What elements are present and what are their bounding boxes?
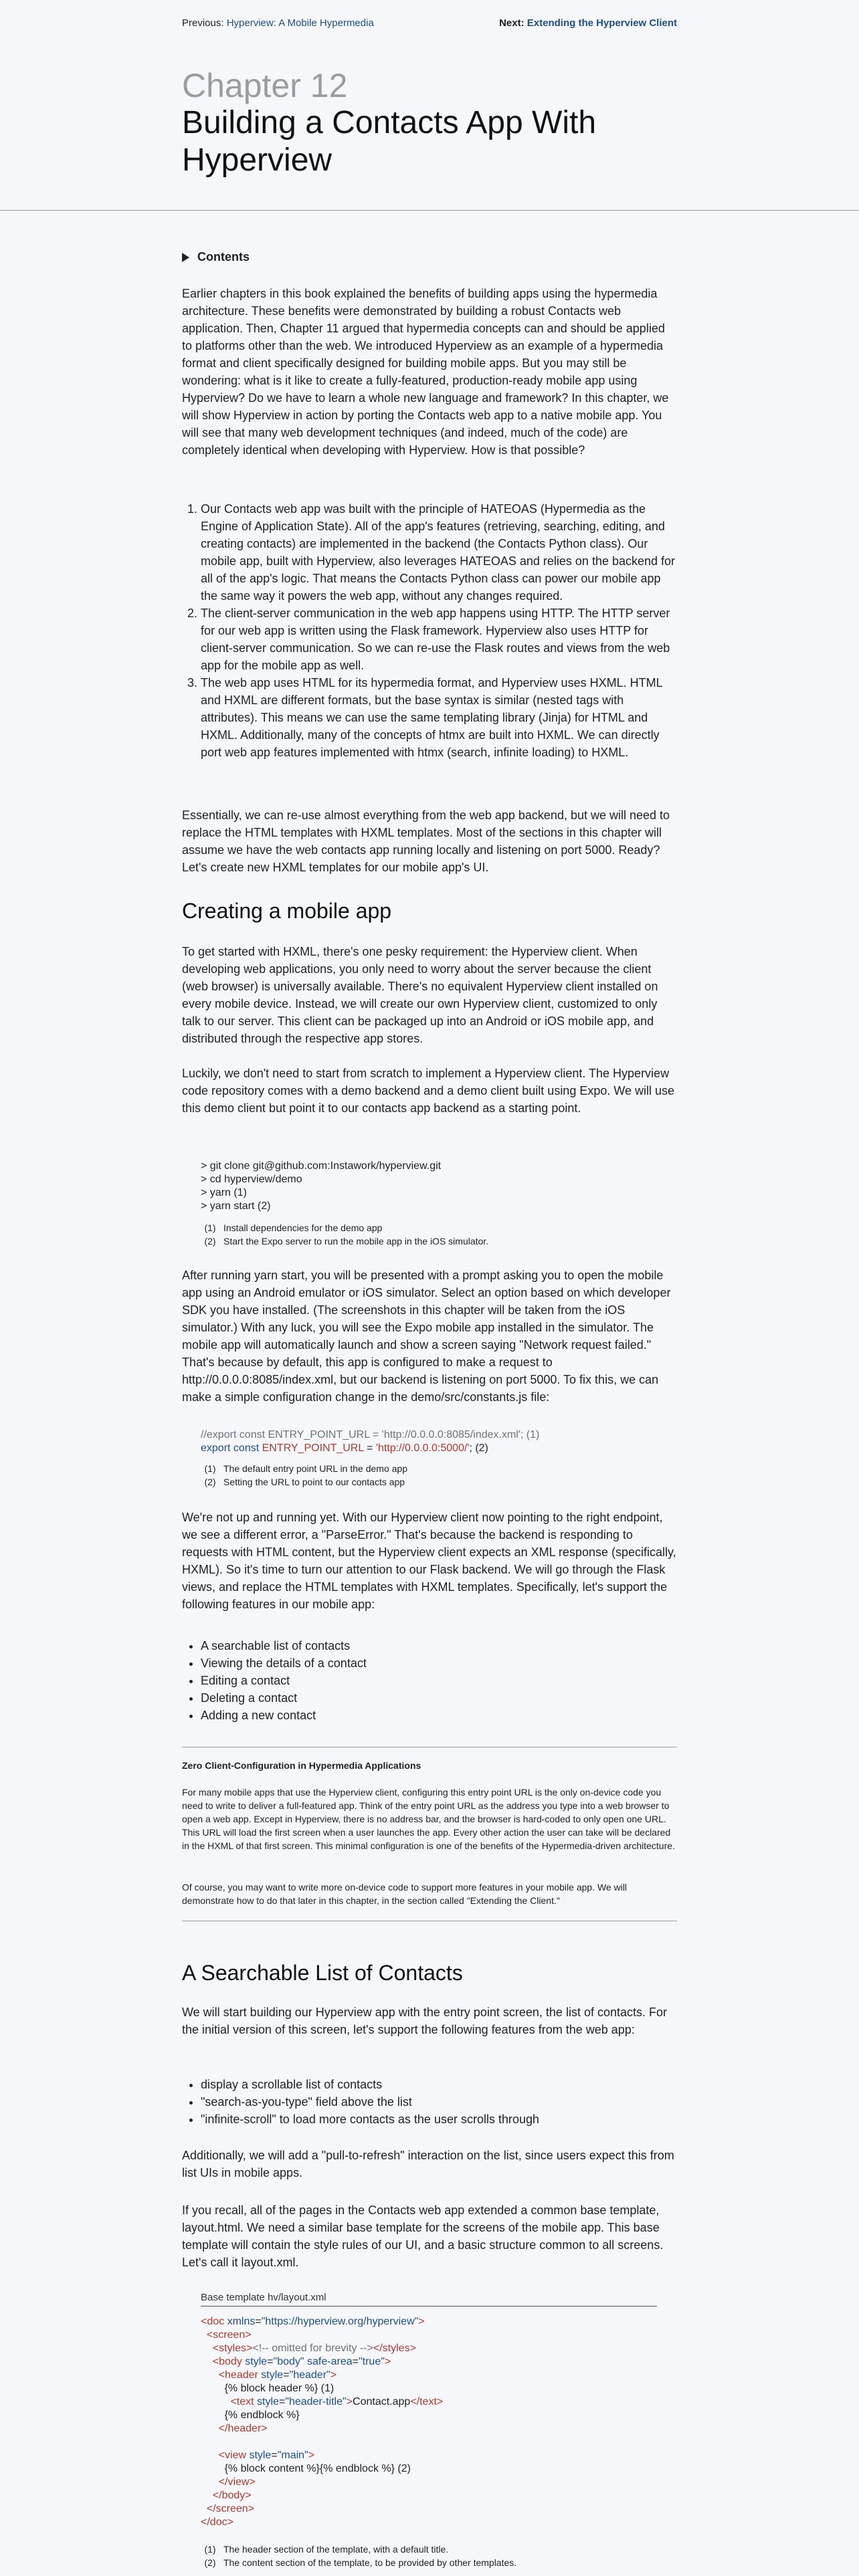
aside-body-2 bbox=[182, 1881, 677, 1907]
aside-sidebar bbox=[182, 1760, 677, 1771]
list-item: • Viewing the details of a contact bbox=[201, 1654, 677, 1672]
code-end: ; (2) bbox=[469, 1442, 488, 1454]
features-list bbox=[182, 1637, 677, 1724]
callout-number: (1) bbox=[204, 1222, 216, 1233]
code-line: > cd hyperview/demo bbox=[201, 1174, 302, 1185]
disclosure-triangle-icon bbox=[182, 253, 189, 262]
section2-paragraph: If you recall, all of the pages in the Contacts web app extended a common base template, layout.html. We need a similar base template for the screens of the mobile app. This base template will contain the style rules of our UI, and a basic structure common to all screens. Let's call it layout.xml. bbox=[182, 2204, 664, 2269]
code-line: <body style="body" safe-area="true"> bbox=[212, 2356, 391, 2367]
chapter-number: Chapter 12 bbox=[182, 67, 348, 104]
code-line: <styles><!-- omitted for brevity --></styles> bbox=[212, 2343, 416, 2354]
section2-p3-wrap bbox=[182, 2202, 677, 2271]
code-line: </doc> bbox=[201, 2516, 233, 2528]
next-nav bbox=[499, 17, 677, 32]
chapter-nav bbox=[182, 17, 677, 32]
page-title: Building a Contacts App With Hyperview bbox=[182, 105, 597, 178]
code-line: </screen> bbox=[206, 2503, 255, 2514]
section1-paragraph: To get started with HXML, there's one pesky requirement: the Hyperview client. When developing web applications, you only need to worry about the server because the client (web browser) is universally available. There's no equivalent Hyperview client installed on every mobile device. Instead, we will create our own Hyperview client, customized to only talk to our server. This client can be packaged up into an Android or iOS mobile app, and distributed through the respective app stores. bbox=[182, 945, 658, 1045]
section1-p3-wrap bbox=[182, 1267, 677, 1406]
previous-chapter-link[interactable]: Hyperview: A Mobile Hypermedia bbox=[226, 17, 374, 29]
aside-body bbox=[182, 1786, 677, 1852]
code-line: {% block header %} (1) bbox=[201, 2383, 335, 2394]
intro-summary bbox=[182, 807, 677, 876]
list-item: • display a scrollable list of contacts bbox=[201, 2076, 677, 2093]
intro-summary-paragraph: Essentially, we can re-use almost everything from the web app backend, but we will need to replace the HTML templates with HXML templates. Most of the sections in this chapter will assume we have the web contacts app running locally and listening on port 5000. Ready? Let's create new HXML templates for our mobile app's UI. bbox=[182, 809, 670, 874]
section1-paragraph: We're not up and running yet. With our Hyperview client now pointing to the right endpoint, we see a different error, a "ParseError." That's because the backend is responding to requests with HTML content, but the Hyperview client expects an XML response (specifically, HXML). So it's time to turn our attention to our Flask backend. We will go through the Flask views, and replace the HTML templates with HXML templates. Specifically, let's support the following features in our mobile app: bbox=[182, 1511, 676, 1611]
section2-paragraph: Additionally, we will add a "pull-to-refresh" interaction on the list, since users expect this from list UIs in mobile apps. bbox=[182, 2149, 674, 2179]
callout-list bbox=[203, 2543, 672, 2569]
section2-p2-wrap bbox=[182, 2147, 677, 2181]
code-block-layout-xml bbox=[201, 2315, 669, 2529]
code-comment: //export const ENTRY_POINT_URL = 'http://0.0.0.0:8085/index.xml'; (1) bbox=[201, 1429, 540, 1440]
code-line bbox=[201, 2436, 669, 2449]
callout-number: (1) bbox=[204, 1463, 216, 1474]
callout-number: (2) bbox=[204, 1236, 216, 1247]
previous-label: Previous: bbox=[182, 17, 224, 29]
code-line: > yarn (1) bbox=[201, 1187, 247, 1198]
section2-paragraph: We will start building our Hyperview app with the entry point screen, the list of contacts. For the initial version of this screen, let's support the following features from the web app: bbox=[182, 2006, 667, 2036]
list-item: • A searchable list of contacts bbox=[201, 1637, 677, 1654]
callout-text: Setting the URL to point to our contacts app bbox=[223, 1477, 405, 1487]
callout-number: (1) bbox=[204, 2544, 216, 2555]
list-item: 2. The client-server communication in the web app happens using HTTP. The HTTP server for our web app is written using the Flask framework. Hyperview also uses HTTP for client-server communication. So we can re-use the Flask routes and views from the web app for the mobile app as well. bbox=[201, 605, 677, 674]
aside-paragraph: For many mobile apps that use the Hyperview client, configuring this entry point URL is the only on-device code you need to write to deliver a full-featured app. Think of the entry point URL as the address you type into a web browser to open a web app. Except in Hyperview, there is no address bar, and the browser is hard-coded to only open one URL. This URL will load the first screen when a user launches the app. Every other action the user can take will be declared in the HXML of that first screen. This minimal configuration is one of the benefits of the Hypermedia-driven architecture. bbox=[182, 1787, 675, 1851]
intro-section bbox=[182, 285, 677, 459]
section-creating-mobile-app bbox=[182, 897, 677, 924]
code-line bbox=[201, 1428, 669, 1442]
list-item: • Editing a contact bbox=[201, 1672, 677, 1689]
code-identifier: ENTRY_POINT_URL bbox=[262, 1442, 364, 1454]
callout-item bbox=[203, 2543, 672, 2556]
section1-p4-wrap bbox=[182, 1509, 677, 1613]
callout-number: (2) bbox=[204, 1477, 216, 1487]
section2-bullets-wrap bbox=[182, 2076, 677, 2128]
code-line: </view> bbox=[218, 2476, 256, 2488]
list-item: • Adding a new contact bbox=[201, 1707, 677, 1724]
list-item: • "infinite-scroll" to load more contacts as the user scrolls through bbox=[201, 2111, 677, 2128]
callout-text: Start the Expo server to run the mobile app in the iOS simulator. bbox=[223, 1236, 489, 1247]
code-line: {% endblock %} bbox=[201, 2409, 300, 2421]
callout-text: The content section of the template, to be provided by other templates. bbox=[223, 2557, 517, 2568]
section2-p1-wrap bbox=[182, 2004, 677, 2038]
code-string: 'http://0.0.0.0:5000/' bbox=[375, 1442, 470, 1454]
list-item: 3. The web app uses HTML for its hypermedia format, and Hyperview uses HXML. HTML and HXML are different formats, but the base syntax is similar (nested tags with attributes). This means we can use the same templating library (Jinja) for HTML and HXML. Additionally, many of the concepts of htmx are built into HXML. We can directly port web app features implemented with htmx (search, infinite loading) to HXML. bbox=[201, 674, 677, 761]
intro-paragraph: Earlier chapters in this book explained the benefits of building apps using the hypermedia architecture. These benefits were demonstrated by building a robust Contacts web application. Then, Chapter 11 argued that hypermedia concepts can and should be applied to platforms other than the web. We introduced Hyperview as an example of a hypermedia format and client specifically designed for building mobile apps. But you may still be wondering: what is it like to create a fully-featured, production-ready mobile app using Hyperview? Do we have to learn a whole new language and framework? In this chapter, we will show Hyperview in action by porting the Contacts web app to a native mobile app. You will see that many web development techniques (and indeed, much of the code) are completely identical when developing with Hyperview. How is that possible? bbox=[182, 287, 669, 457]
aside-title: Zero Client-Configuration in Hypermedia Applications bbox=[182, 1760, 421, 1771]
features-list-wrap bbox=[182, 1637, 677, 1724]
section-searchable-list bbox=[182, 1959, 677, 1986]
list-item: • "search-as-you-type" field above the list bbox=[201, 2093, 677, 2111]
aside-paragraph: Of course, you may want to write more on-device code to support more features in your mobile app. We will demonstrate how to do that later in this chapter, in the section called "Extending the Client." bbox=[182, 1882, 628, 1906]
section2-bullets bbox=[182, 2076, 677, 2128]
callout-text: Install dependencies for the demo app bbox=[223, 1222, 383, 1233]
callout-item bbox=[203, 1462, 672, 1475]
section-heading: A Searchable List of Contacts bbox=[182, 1961, 463, 1985]
callout-item bbox=[203, 1235, 672, 1248]
callout-list bbox=[203, 1462, 672, 1489]
code-line: <header style="header"> bbox=[218, 2369, 337, 2381]
section1-p2-wrap bbox=[182, 1065, 677, 1117]
code-line: </header> bbox=[218, 2423, 268, 2434]
code-line: {% block content %}{% endblock %} (2) bbox=[201, 2463, 411, 2474]
code-line: <view style="main"> bbox=[218, 2450, 315, 2461]
section1-paragraph: After running yarn start, you will be presented with a prompt asking you to open the mobile app using an Android emulator or iOS simulator. Select an option based on which developer SDK you have installed. (The screenshots in this chapter will be taken from the iOS simulator.) With any luck, you will see the Expo mobile app installed in the simulator. The mobile app will automatically launch and show a screen saying "Network request failed." That's because by default, this app is configured to make a request to http://0.0.0.0:8085/index.xml, but our backend is listening on port 5000. To fix this, we can make a simple configuration change in the demo/src/constants.js file: bbox=[182, 1269, 671, 1404]
code-line: <screen> bbox=[206, 2329, 252, 2341]
callout-item bbox=[203, 2556, 672, 2569]
section1-p1-wrap bbox=[182, 943, 677, 1047]
code-line: > git clone git@github.com:Instawork/hyperview.git bbox=[201, 1160, 442, 1172]
code-line: <text style="header-title">Contact.app</text> bbox=[230, 2396, 444, 2407]
callout-item bbox=[203, 1475, 672, 1489]
list-item: • Deleting a contact bbox=[201, 1689, 677, 1707]
code-caption: Base template hv/layout.xml bbox=[201, 2291, 657, 2306]
callout-text: The default entry point URL in the demo app bbox=[223, 1463, 407, 1474]
next-label: Next: bbox=[499, 17, 524, 29]
intro-list-wrap bbox=[182, 500, 677, 761]
callout-item bbox=[203, 1221, 672, 1235]
header-divider bbox=[0, 210, 859, 211]
callout-list bbox=[203, 1221, 672, 1248]
code-line bbox=[201, 1442, 669, 1455]
code-line: </body> bbox=[212, 2490, 252, 2501]
contents-label: Contents bbox=[197, 250, 250, 263]
code-line: > yarn start (2) bbox=[201, 1200, 271, 1212]
section1-paragraph: Luckily, we don't need to start from scratch to implement a Hyperview client. The Hyperview code repository comes with a demo backend and a demo client built using Expo. We will use this demo client but point it to our contacts app backend as a starting point. bbox=[182, 1067, 675, 1115]
previous-nav bbox=[182, 17, 374, 32]
code-operator: = bbox=[363, 1442, 376, 1454]
code-block-constants bbox=[201, 1428, 669, 1455]
contents-toggle[interactable] bbox=[182, 250, 677, 264]
intro-list bbox=[182, 500, 677, 761]
callout-text: The header section of the template, with a default title. bbox=[223, 2544, 449, 2555]
code-block-setup bbox=[201, 1160, 669, 1213]
code-line: <doc xmlns="https://hyperview.org/hyperview"> bbox=[201, 2316, 425, 2327]
list-item: 1. Our Contacts web app was built with the principle of HATEOAS (Hypermedia as the Engine of Application State). All of the app's features (retrieving, searching, editing, and creating contacts) are implemented in the backend (the Contacts Python class). Our mobile app, built with Hyperview, also leverages HATEOAS and relies on the backend for all of the app's logic. That means the Contacts Python class can power our mobile app the same way it powers the web app, without any changes required. bbox=[201, 500, 677, 605]
callout-number: (2) bbox=[204, 2557, 216, 2568]
next-chapter-link[interactable]: Extending the Hyperview Client bbox=[527, 17, 677, 29]
section-heading: Creating a mobile app bbox=[182, 899, 392, 923]
code-keyword: export const bbox=[201, 1442, 262, 1454]
